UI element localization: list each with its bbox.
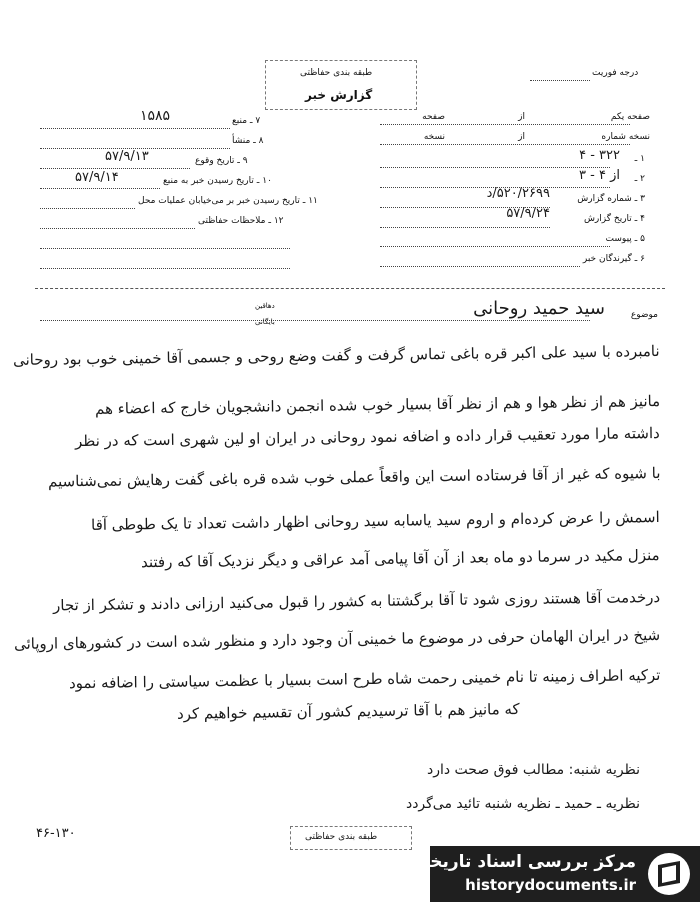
field-2-value: از ۴ - ۳ (579, 168, 620, 183)
archive-emblem-icon (646, 851, 692, 897)
copy-number-label: نسخه شماره (601, 132, 650, 142)
source-value: ۱۵۸۵ (140, 108, 171, 124)
report-date-label: ۴ ـ تاریخ گزارش (583, 214, 645, 224)
body-line-4: با شیوه که غیر از آقا فرستاده است این واقعاً عملی خوب شده قره باغی گفت رهایش نمی‌شناسیم (47, 464, 661, 491)
logo-title: مرکز بررسی اسناد تاریخی (413, 852, 636, 872)
body-line-9: ترکیه اطراف زمینه تا نام خمینی رحمت شاه طرح است بسیار با عظمت سیاستی را اضافه نمود (68, 666, 661, 693)
receipt-date-label: ۱۰ ـ تاریخ رسیدن خبر به منبع (163, 176, 272, 186)
note-1: نظریه شنبه: مطالب فوق صحت دارد (426, 762, 640, 778)
small-note-2: بایگانی (255, 318, 275, 326)
body-line-1: نامبرده با سید علی اکبر قره باغی تماس گرفت و گفت وضع روحی و جسمی آقا خمینی خوب بود روحانی (13, 342, 661, 370)
archive-logo-banner (413, 846, 700, 902)
origin-label: ۸ ـ منشأ (232, 136, 264, 146)
field-1-value: ۳۲۲ - ۴ (579, 148, 620, 163)
body-line-3: داشته مارا مورد تعقیب قرار داده و اضافه نمود روحانی در ایران او لین شهری است که در نظر (75, 424, 661, 451)
body-line-2: مانیز هم از نظر هوا و هم از نظر آقا بسیار خوب شده انجمن دانشجویان خارج که اعضاء هم (94, 392, 661, 418)
subject-label: موضوع (630, 310, 658, 320)
form-title: گزارش خبر (305, 88, 373, 102)
subject-value: سید حمید روحانی (473, 298, 605, 319)
body-line-10: که مانیز هم با آقا ترسیدیم کشور آن تقسیم خواهیم کرد (177, 700, 521, 723)
page-reference: ۴۶-۱۳۰ (36, 826, 76, 841)
logo-url[interactable]: historydocuments.ir (465, 876, 636, 894)
operations-date-label: ۱۱ ـ تاریخ رسیدن خبر بر می‌خیابان عملیات محل (138, 196, 318, 206)
separator-line (35, 288, 665, 289)
report-number-label: ۳ ـ شماره گزارش (577, 194, 645, 204)
occurrence-date-value: ۵۷/۹/۱۳ (105, 149, 149, 164)
source-label: ۷ ـ منبع (232, 116, 261, 126)
small-note-1: دهاقین (255, 302, 275, 310)
priority-label: درجه فوریت (592, 68, 639, 78)
body-line-7: درخدمت آقا هستند روزی شود تا آقا برگشتنا به کشور را قبول می‌کنید ارزانی دادند و تشکر از تجار (52, 588, 661, 615)
body-line-6: منزل مکید در سرما دو ماه بعد از آن آقا پیامی آمد عراقی و دیگر نزدیک آقا که رفتند (141, 546, 661, 572)
note-2: نظریه ـ حمید ـ نظریه شنبه تائید می‌گردد (405, 796, 640, 812)
security-notes-label: ۱۲ ـ ملاحظات حفاظتی (198, 216, 284, 226)
report-number-value: ۵۲۰/۲۶۹۹/د (486, 186, 550, 201)
report-date-value: ۵۷/۹/۲۴ (506, 206, 550, 221)
page-number-label: صفحه یکم (610, 112, 650, 122)
classification-label: طبقه بندی حفاظتی (300, 68, 373, 78)
document-page: طبقه بندی حفاظتی گزارش خبر درجه فوریت صفحه یکم از صفحه نسخه شماره از نسخه ۱ ـ ۳۲۲ - ۴ ۲ ـ از ۴ - ۳ ۳ ـ شماره گزارش ۵۲۰/۲۶۹۹/د ۴ ـ تاریخ گزارش ۵۷/۹/۲۴ ۵ ـ پیوست ۶ ـ گیرندگان خبر ۷ ـ منبع ۱۵۸۵ ۸ ـ منشأ ۹ ـ تاریخ وقوع ۵۷/۹/۱۳ ۱۰ ـ تاریخ رسیدن خبر به منبع ۵۷/۹/۱۴ ۱۱ ـ تاریخ رسیدن خبر بر می‌خیابان عملیات محل ۱۲ ـ ملاحظات حفاظتی موضوع سید حمید روحانی دهاقین بایگانی نامبرده با سید علی اکبر قره باغی تماس گرفت و گفت وضع روحی و جسمی آقا خمینی خوب بود روحانی مانیز هم از نظر هوا و هم از نظر آقا بسیار خوب شده انجمن دانشجویان خارج که اعضاء هم داشته مارا مورد تعقیب قرار داده و اضافه نمود روحانی در ایران او لین شهری است که در نظر با شیوه که غیر از آقا فرستاده است این واقعاً عملی خوب شده قره باغی گفت رهایش نمی‌شناسیم اسمش را عرض کرده‌ام و اروم سید یاسابه سید روحانی اظهار داشت تعداد تا یک طوطی آقا منزل مکید در سرما دو ماه بعد از آن آقا پیامی آمد عراقی و دیگر نزدیک آقا که رفتند درخدمت آقا هستند روزی شود تا آقا برگشتنا به کشور را قبول می‌کنید ارزانی دادند و تشکر از تجار شیخ در ایران الهامان حرفی در موضوع ما خمینی آن وجود دارد و منظور شده است در کشورهای اروپائی ترکیه اطراف زمینه تا نام خمینی رحمت شاه طرح است بسیار با عظمت سیاستی را اضافه نمود که مانیز هم با آقا ترسیدیم کشور آن تقسیم خواهیم کرد نظریه شنبه: مطالب فوق صحت دارد نظریه ـ حمید ـ نظریه شنبه تائید می‌گردد ۴۶-۱۳۰ طبقه بندی حفاظتی مرکز بررسی اسناد تاریخی historydocuments.ir (0, 0, 700, 902)
occurrence-date-label: ۹ ـ تاریخ وقوع (195, 156, 248, 166)
footer-classification-label: طبقه بندی حفاظتی (305, 832, 378, 842)
body-line-5: اسمش را عرض کرده‌ام و اروم سید یاسابه سید روحانی اظهار داشت تعداد تا یک طوطی آقا (91, 508, 661, 534)
body-line-8: شیخ در ایران الهامان حرفی در موضوع ما خمینی آن وجود دارد و منظور شده است در کشورهای اروپائی (13, 626, 661, 654)
attachment-label: ۵ ـ پیوست (605, 234, 645, 244)
receipt-date-value: ۵۷/۹/۱۴ (75, 170, 119, 185)
recipients-label: ۶ ـ گیرندگان خبر (582, 254, 645, 264)
